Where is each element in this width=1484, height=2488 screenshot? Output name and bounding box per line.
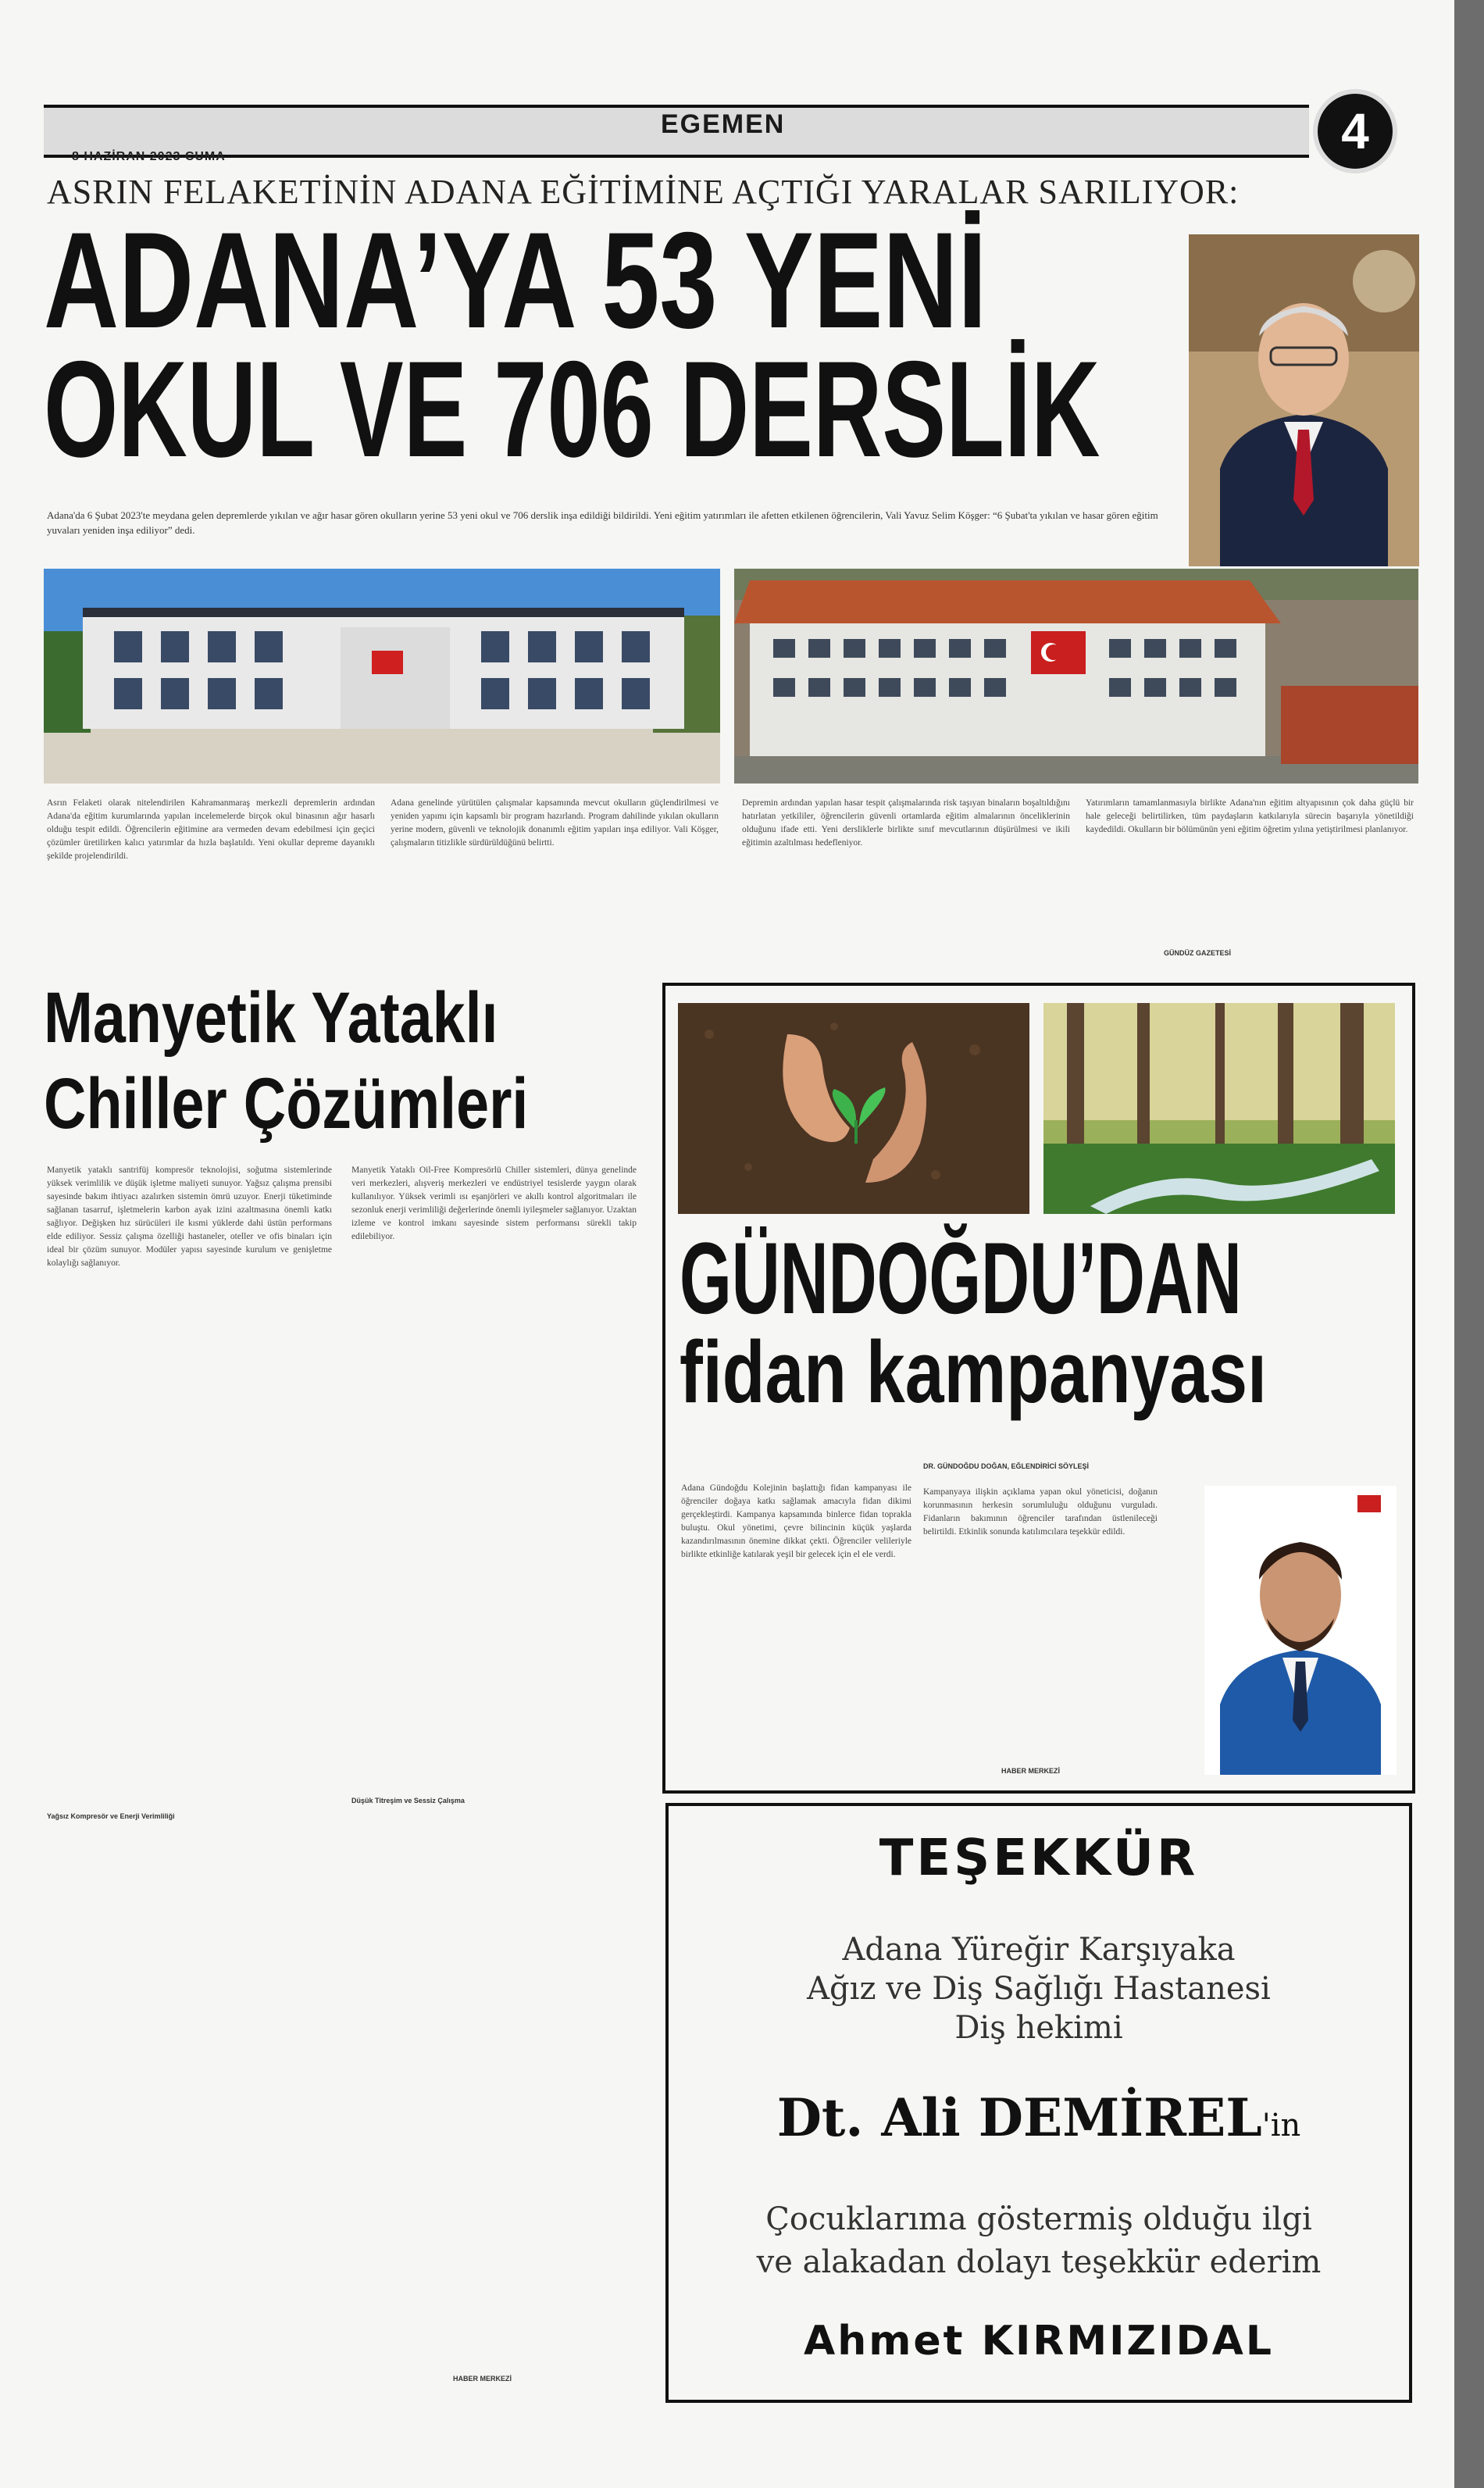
main-headline-line1: ADANA’YA 53 YENİ <box>44 205 987 357</box>
chiller-body-col2: Manyetik Yataklı Oil-Free Kompresörlü Chiller sistemleri, dünya genelinde veri merkezleri, alışveriş merkezleri ve endüstriyel tesislerde yaygın olarak kullanılıyor. Yüksek verimli ısı eşanjörleri ve akıllı kontrol algoritmaları ile sezonluk enerji verimliliği değerlerinde önemli iyileşmeler sağlanıyor. Uzaktan izleme ve kontrol imkanı sayesinde sistem performansı sürekli takip edilebiliyor. <box>351 1165 637 1241</box>
main-kicker: ASRIN FELAKETİNİN ADANA EĞİTİMİNE AÇTIĞI YARALAR SARILIYOR: <box>47 173 1240 211</box>
main-lead: Adana'da 6 Şubat 2023'te meydana gelen depremlerde yıkılan ve ağır hasar gören okulların yerine 53 yeni okul ve 706 derslik inşa edildiği bildirildi. Yeni eğitim yatırımları ile afetten etkilenen öğrencilerin, Vali Yavuz Selim Köşger: “6 Şubat'ta yıkılan ve hasar gören eğitim yuvaları yeniden inşa ediliyor” dedi. <box>47 509 1158 536</box>
main-body-col2: Adana genelinde yürütülen çalışmalar kapsamında mevcut okulların güçlendirilmesi ve yeniden yapımı için kapsamlı bir program hazırlandı. Program dahilinde yıkılan okulların yerine modern, güvenli ve teknolojik donanımlı eğitim yapıları inşa ediliyor. Vali Köşger, çalışmaların titizlikle sürdürüldüğünü belirtti. <box>391 798 719 848</box>
paper-name: EGEMEN <box>661 109 786 139</box>
masthead <box>44 98 1399 163</box>
chiller-body-col1: Manyetik yataklı santrifüj kompresör teknolojisi, soğutma sistemlerinde yüksek verimlilik ve düşük işletme maliyeti sunuyor. Yağsız çalışma prensibi sayesinde bakım ihtiyacı azalırken sistemin ömrü uzuyor. Enerji tüketiminde sağlanan tasarruf, işletmelerin karbon ayak izini azaltmasına önemli katkı sağlıyor. Değişken hız sürücüleri ile kısmi yüklerde dahi üstün performans elde ediliyor. Sessiz çalışma özelliği hastaneler, oteller ve ofis binaları için ideal bir çözüm sunuyor. Modüler yapısı sayesinde kurulum ve genişletme kolaylığı sağlanıyor. <box>47 1165 332 1268</box>
thanks-ad-message-line1: Çocuklarıma göstermiş olduğu ilgi <box>765 2201 1312 2237</box>
thanks-ad-title: TEŞEKKÜR <box>879 1829 1199 1887</box>
main-headline-line2: OKUL VE 706 DERSLİK <box>44 334 1101 486</box>
issue-date: 8 HAZİRAN 2023 CUMA <box>72 150 226 163</box>
gundogdu-byline: HABER MERKEZİ <box>1001 1767 1061 1775</box>
thanks-ad-message-line2: ve alakadan dolayı teşekkür ederim <box>756 2244 1322 2280</box>
school-photo-2 <box>734 569 1418 784</box>
gundogdu-story-box <box>662 983 1415 1794</box>
main-byline: GÜNDÜZ GAZETESİ <box>1164 949 1232 957</box>
page-number: 4 <box>1313 89 1397 173</box>
thanks-ad-signature: Ahmet KIRMIZIDAL <box>803 2318 1275 2365</box>
seedling-hands-photo <box>678 1003 1029 1214</box>
main-body-col3: Depremin ardından yapılan hasar tespit çalışmalarında risk taşıyan binaların boşaltıldığını hatırlatan yetkililer, öğrencilerin güvenli ortamlarda eğitim almalarının önceliklerinin olduğunu ifade etti. Yeni dersliklerle birlikte sınıf mevcutlarının düşürülmesi ve ikili eğitimin azaltılması hedefleniyor. <box>742 798 1070 848</box>
chiller-subhead-2: Düşük Titreşim ve Sessiz Çalışma <box>351 1797 465 1804</box>
gundogdu-subhead: DR. GÜNDOĞDU DOĞAN, EĞLENDİRİCİ SÖYLEŞİ <box>923 1462 1090 1470</box>
forest-stream-photo <box>1043 1003 1395 1214</box>
chiller-headline-line2: Chiller Çözümleri <box>44 1064 529 1144</box>
thanks-ad-box <box>665 1803 1412 2403</box>
school-photo-1 <box>44 569 720 784</box>
thanks-ad-line1: Adana Yüreğir Karşıyaka <box>842 1932 1236 1968</box>
chiller-subhead-1: Yağsız Kompresör ve Enerji Verimliliği <box>47 1812 175 1820</box>
thanks-ad-line2: Ağız ve Diş Sağlığı Hastanesi <box>807 1971 1271 2007</box>
doctor-name: Dt. Ali DEMİREL <box>776 2087 1262 2148</box>
thanks-ad-doctor <box>669 2087 1409 2148</box>
main-body-col4: Yatırımların tamamlanmasıyla birlikte Adana'nın eğitim altyapısının çok daha güçlü bir hale geleceği belirtilirken, tüm paydaşların katkılarıyla sürecin başarıyla yönetildiği kaydedildi. Okulların bir bölümünün yeni eğitim öğretim yılına yetiştirilmesi planlanıyor. <box>1086 798 1414 834</box>
gundogdu-body-col1: Adana Gündoğdu Kolejinin başlattığı fidan kampanyası ile öğrenciler doğaya katkı sağlamak amacıyla fidan dikimi gerçekleştirdi. Kampanya kapsamında binlerce fidan toprakla buluştu. Okul yönetimi, çevre bilincinin küçük yaşlarda kazandırılmasının önemine dikkat çekti. Öğrenciler velileriyle birlikte etkinliğe katılarak yeşil bir gelecek için el ele verdi. <box>681 1483 911 1559</box>
gundogdu-headline-line2: fidan kampanyası <box>680 1323 1267 1421</box>
principal-photo <box>1204 1486 1397 1775</box>
doctor-suffix: 'in <box>1261 2108 1301 2144</box>
gundogdu-headline-line1: GÜNDOĞDU’DAN <box>680 1221 1242 1335</box>
governor-photo <box>1189 234 1419 566</box>
main-body-col1: Asrın Felaketi olarak nitelendirilen Kahramanmaraş merkezli depremlerin ardından Adana'da eğitim kurumlarında yapılan incelemelerde birçok okul binasının ağır hasarlı olduğu tespit edildi. Öğrencilerin eğitimine ara vermeden devam edebilmesi için geçici çözümler üretilirken kalıcı yatırımlar da hızla başlatıldı. Yeni okullar depreme dayanıklı şekilde projelendirildi. <box>47 798 375 861</box>
thanks-ad-line3: Diş hekimi <box>954 2010 1123 2046</box>
chiller-byline: HABER MERKEZİ <box>453 2375 512 2383</box>
chiller-headline-line1: Manyetik Yataklı <box>44 978 498 1058</box>
gundogdu-body-col2: Kampanyaya ilişkin açıklama yapan okul yöneticisi, doğanın korunmasının herkesin sorumluluğu olduğunu vurguladı. Fidanların bakımının öğrenciler tarafından üstlenileceği belirtildi. Etkinlik sonunda katılımcılara teşekkür edildi. <box>923 1487 1158 1537</box>
